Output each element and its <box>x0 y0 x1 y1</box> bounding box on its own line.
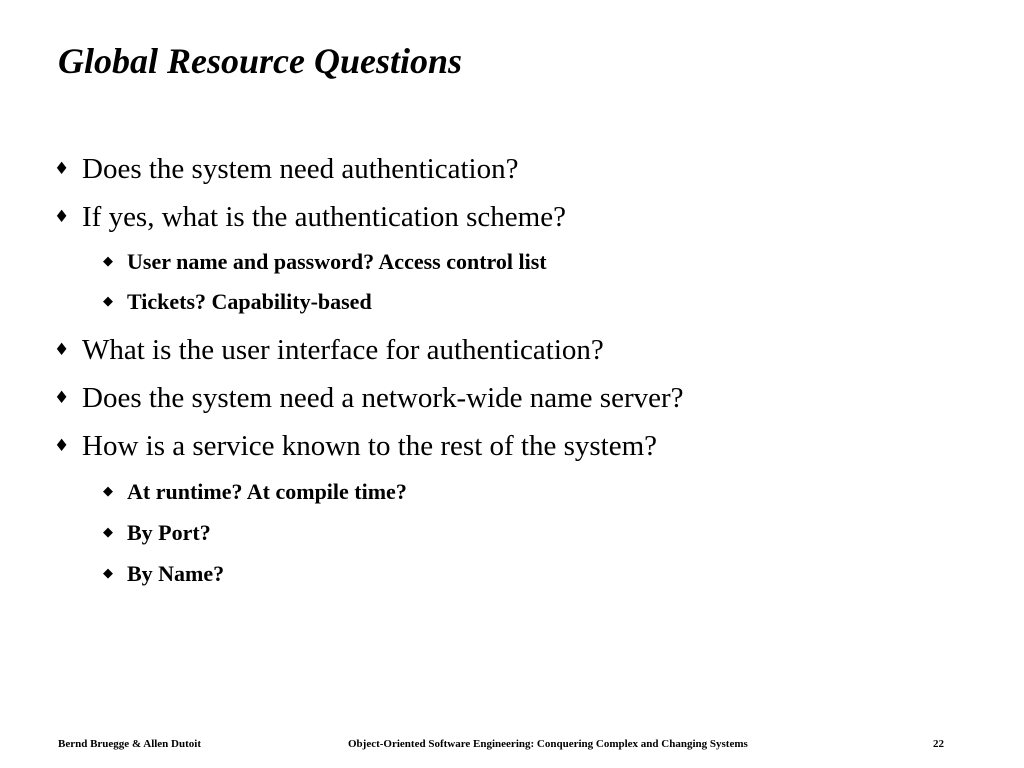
diamond-bullet-icon: ♦ <box>54 340 70 360</box>
small-diamond-bullet-icon: ◆ <box>103 254 113 269</box>
bullet-text: Does the system need a network-wide name server? <box>82 382 684 414</box>
footer-book-title: Object-Oriented Software Engineering: Conquering Complex and Changing Systems <box>348 738 748 750</box>
bullet-item <box>54 155 518 184</box>
sub-bullet-item <box>103 522 211 544</box>
bullet-item <box>54 384 684 413</box>
diamond-bullet-icon: ♦ <box>54 436 70 456</box>
small-diamond-bullet-icon: ◆ <box>103 525 113 540</box>
small-diamond-bullet-icon: ◆ <box>103 566 113 581</box>
sub-bullet-item <box>103 563 224 585</box>
footer-page-number: 22 <box>933 738 944 750</box>
sub-bullet-item <box>103 291 372 313</box>
sub-bullet-text: At runtime? At compile time? <box>127 479 407 504</box>
sub-bullet-text: Tickets? Capability-based <box>127 289 372 314</box>
bullet-text: If yes, what is the authentication scheme? <box>82 201 566 233</box>
bullet-text: Does the system need authentication? <box>82 153 519 185</box>
sub-bullet-text: By Port? <box>127 520 211 545</box>
bullet-text: How is a service known to the rest of the system? <box>82 430 658 462</box>
bullet-item <box>54 432 657 461</box>
sub-bullet-item <box>103 481 407 503</box>
bullet-text: What is the user interface for authentication? <box>82 334 604 366</box>
sub-bullet-text: User name and password? Access control list <box>127 249 547 274</box>
diamond-bullet-icon: ♦ <box>54 388 70 408</box>
small-diamond-bullet-icon: ◆ <box>103 484 113 499</box>
bullet-item <box>54 203 566 232</box>
diamond-bullet-icon: ♦ <box>54 159 70 179</box>
sub-bullet-item <box>103 251 547 273</box>
slide-title: Global Resource Questions <box>58 41 463 81</box>
small-diamond-bullet-icon: ◆ <box>103 294 113 309</box>
diamond-bullet-icon: ♦ <box>54 207 70 227</box>
sub-bullet-text: By Name? <box>127 561 225 586</box>
footer-authors: Bernd Bruegge & Allen Dutoit <box>58 738 201 750</box>
bullet-item <box>54 336 604 365</box>
